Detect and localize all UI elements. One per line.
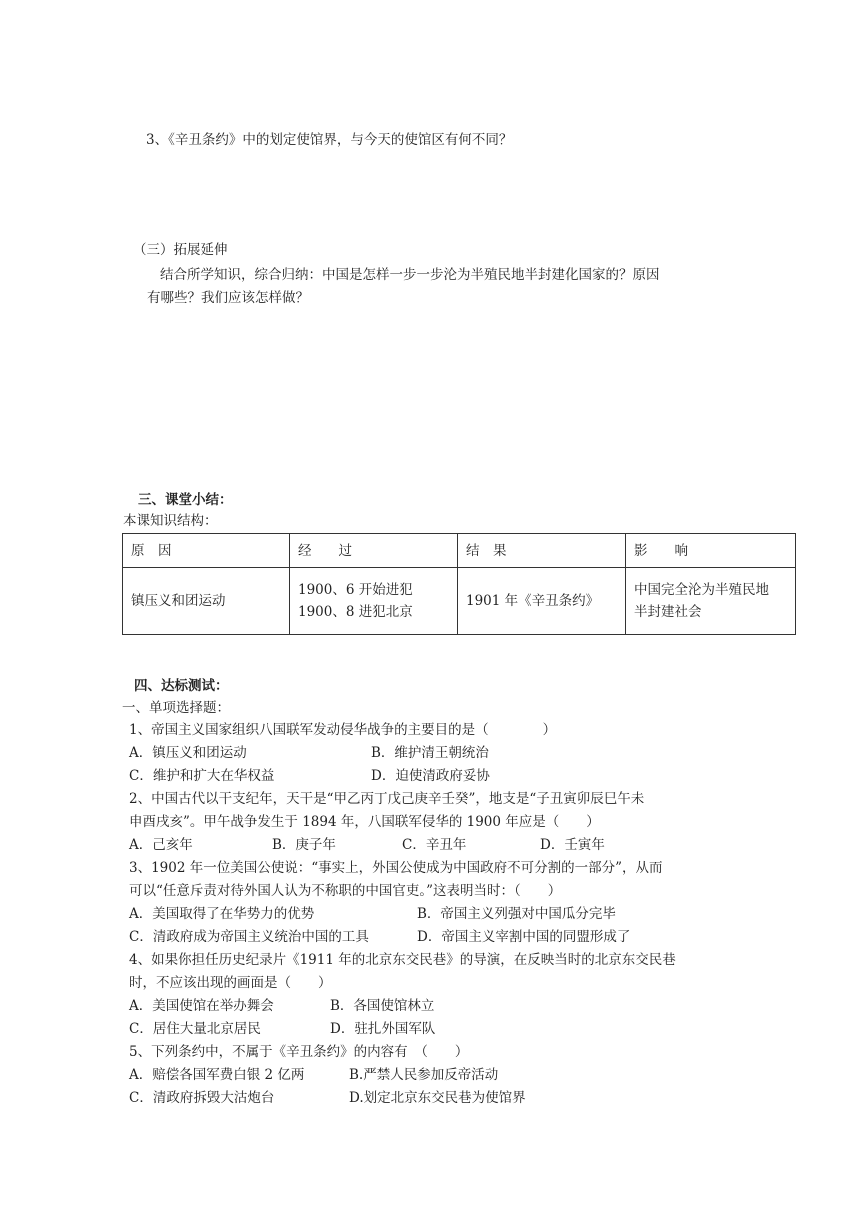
- q3-option-d: D．帝国主义宰割中国的同盟形成了: [417, 929, 631, 945]
- q3-option-c: C．清政府成为帝国主义统治中国的工具: [129, 929, 369, 945]
- q2-option-a: A．己亥年: [129, 837, 193, 853]
- q4-option-d: D．驻扎外国军队: [330, 1021, 436, 1037]
- q4-stem-line-2: 时，不应该出现的画面是（ ）: [129, 975, 332, 991]
- cell-impact-line-2: 半封建社会: [634, 604, 702, 620]
- q5-option-a: A．赔偿各国军费白银 2 亿两: [129, 1067, 305, 1083]
- cell-process-line-1: 1900、6 开始进犯: [298, 582, 413, 598]
- header-cause: 原 因: [123, 534, 290, 568]
- header-result: 结 果: [458, 534, 626, 568]
- q1-option-c: C．维护和扩大在华权益: [129, 768, 275, 784]
- q1-option-a: A．镇压义和团运动: [129, 745, 247, 761]
- summary-heading: 三、课堂小结：: [138, 492, 233, 508]
- q3-option-a: A．美国取得了在华势力的优势: [129, 906, 315, 922]
- q1-option-b: B．维护清王朝统治: [371, 745, 489, 761]
- q2-stem-line-2: 申酉戌亥”。甲午战争发生于 1894 年，八国联军侵华的 1900 年应是（ ）: [129, 814, 600, 830]
- test-heading: 四、达标测试：: [134, 678, 229, 694]
- q3-option-b: B．帝国主义列强对中国瓜分完毕: [417, 906, 616, 922]
- header-process: 经 过: [290, 534, 458, 568]
- extension-heading: （三）拓展延伸: [133, 242, 228, 258]
- q2-option-b: B．庚子年: [272, 837, 336, 853]
- q3-stem-line-2: 可以“任意斥责对待外国人认为不称职的中国官吏。”这表明当时：（ ）: [129, 883, 562, 899]
- knowledge-structure-table: [122, 533, 796, 635]
- q1-stem: 1、帝国主义国家组织八国联军发动侵华战争的主要目的是（ ）: [129, 722, 557, 738]
- q4-option-c: C．居住大量北京居民: [129, 1021, 261, 1037]
- cell-impact-line-1: 中国完全沦为半殖民地: [634, 582, 769, 598]
- q3-stem-line-1: 3、1902 年一位美国公使说：“事实上，外国公使成为中国政府不可分割的一部分”，从而: [129, 860, 663, 876]
- q5-stem: 5、下列条约中，不属于《辛丑条约》的内容有 （ ）: [129, 1044, 469, 1060]
- q4-option-b: B．各国使馆林立: [330, 998, 435, 1014]
- header-impact: 影 响: [626, 534, 796, 568]
- summary-subheading: 本课知识结构：: [123, 513, 218, 529]
- q5-option-b: B.严禁人民参加反帝活动: [349, 1067, 499, 1083]
- table-header-row: [123, 534, 796, 568]
- q4-stem-line-1: 4、如果你担任历史纪录片《1911 年的北京东交民巷》的导演，在反映当时的北京东交民巷: [129, 952, 676, 968]
- q5-option-d: D.划定北京东交民巷为使馆界: [349, 1090, 526, 1106]
- q4-option-a: A．美国使馆在举办舞会: [129, 998, 274, 1014]
- q5-option-c: C．清政府拆毁大沽炮台: [129, 1090, 275, 1106]
- q2-option-d: D．壬寅年: [540, 837, 605, 853]
- q2-stem-line-1: 2、中国古代以干支纪年，天干是“甲乙丙丁戊己庚辛壬癸”，地支是“子丑寅卯辰巳午未: [129, 791, 645, 807]
- cell-result: 1901 年《辛丑条约》: [458, 568, 626, 635]
- q1-option-d: D．迫使清政府妥协: [371, 768, 490, 784]
- extension-prompt-line-2: 有哪些？我们应该怎样做？: [147, 290, 309, 306]
- question-3-text: 3、《辛丑条约》中的划定使馆界，与今天的使馆区有何不同？: [146, 132, 513, 148]
- table-row: [123, 568, 796, 635]
- cell-process: [290, 568, 458, 635]
- cell-cause: 镇压义和团运动: [123, 568, 290, 635]
- extension-prompt-line-1: 结合所学知识，综合归纳：中国是怎样一步一步沦为半殖民地半封建化国家的？原因: [160, 267, 660, 283]
- cell-process-line-2: 1900、8 进犯北京: [298, 604, 413, 620]
- q2-option-c: C．辛丑年: [402, 837, 467, 853]
- test-section-title: 一、单项选择题：: [122, 700, 230, 716]
- cell-impact: [626, 568, 796, 635]
